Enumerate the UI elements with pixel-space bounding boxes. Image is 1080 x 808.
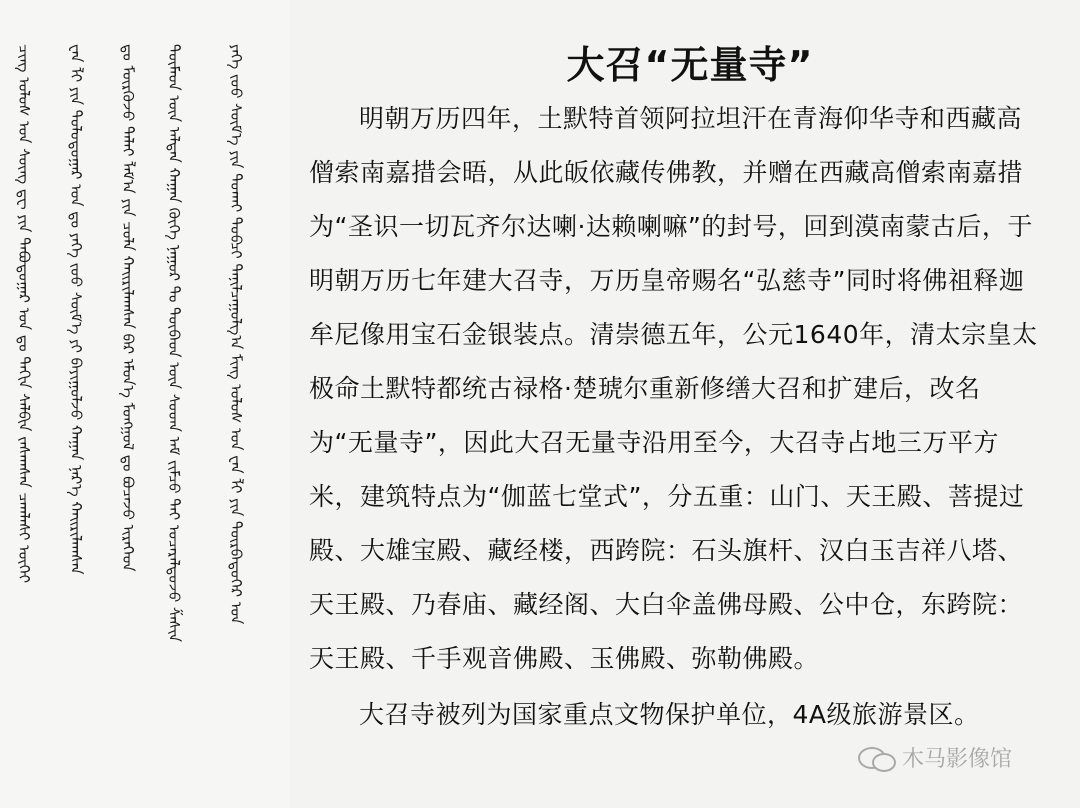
- page-title: 大召“无量寺”: [566, 43, 814, 87]
- paragraph-status: 大召寺被列为国家重点文物保护单位，4A级旅游景区。: [359, 700, 980, 729]
- article-body: [309, 92, 1044, 742]
- mongolian-column-1: ᠶᠡᠬᠡ ᠵᠤᠤ ᠰᠦᠮ᠎ᠡ ᠶᠢᠨ ᠲᠤᠬᠠᠢ ᠲᠣᠪᠴᠢ ᠲᠠᠨᠢᠯᠴᠠᠭᠤᠯᠭ᠎ᠠ ᠮᠢᠩ ᠤᠯᠤᠰ ᠤᠨ ᠸᠠᠨ ᠯᠢ ᠶᠢᠨ ᠳᠥᠷᠪᠡᠳᠦᠭᠡᠷ ᠣᠨ: [227, 44, 245, 625]
- mongolian-column-4: ᠸᠠᠨ ᠯᠢ ᠶᠢᠨ ᠳᠣᠯᠤᠳᠤᠭᠠᠷ ᠣᠨ ᠳᠤ ᠶᠡᠬᠡ ᠵᠤᠤ ᠰᠦᠮ᠎ᠡ ᠶᠢ ᠪᠠᠶᠢᠭᠤᠯᠵᠤ ᠬᠠᠭᠠᠨ ᠨᠡᠷ᠎ᠡ ᠬᠠᠢᠷᠢᠯᠠᠭᠰᠠᠨ: [67, 44, 85, 575]
- wechat-icon: [858, 745, 896, 771]
- mongolian-column-5: ᠴᠢᠩ ᠤᠯᠤᠰ ᠤᠨ ᠰᠦᠩ ᠳᠧ ᠶᠢᠨ ᠲᠠᠪᠤᠳᠤᠭᠠᠷ ᠣᠨ ᠳᠤ ᠳᠠᠬᠢᠨ ᠰᠡᠯᠪᠢᠨ ᠵᠠᠰᠠᠭᠰᠠᠨ ᠴᠠᠭᠯᠠᠰᠢ ᠦᠭᠡᠢ: [15, 44, 33, 584]
- mongolian-text-panel: [0, 0, 290, 808]
- paragraph-history: 明朝万历四年，土默特首领阿拉坦汗在青海仰华寺和西藏高僧索南嘉措会晤，从此皈依藏传佛教，并赠在西藏高僧索南嘉措为“圣识一切瓦齐尔达喇·达赖喇嘛”的封号，回到漠南蒙古后，于明朝万历七年建大召寺，万历皇帝赐名“弘慈寺”同时将佛祖释迦牟尼像用宝石金银装点。清崇德五年，公元1640年，清太宗皇太极命土默特都统古禄格·楚琥尔重新修缮大召和扩建后，改名为“无量寺”，因此大召无量寺沿用至今，大召寺占地三万平方米，建筑特点为“伽蓝七堂式”，分五重：山门、天王殿、菩提过殿、大雄宝殿、藏经楼，西跨院：石头旗杆、汉白玉吉祥八塔、天王殿、乃春庙、藏经阁、大白伞盖佛母殿、公中仓，东跨院：天王殿、千手观音佛殿、玉佛殿、弥勒佛殿。: [309, 104, 1038, 673]
- watermark-text: 木马影像馆: [902, 747, 1013, 772]
- mongolian-column-3: ᠳᠤ ᠮᠥᠷᠭᠦᠵᠦ ᠳᠠᠯᠠᠢ ᠯᠠᠮ᠎ᠠ ᠶᠢᠨ ᠴᠣᠯᠠ ᠬᠠᠢᠷᠢᠯᠠᠭᠰᠠᠨ ᠪᠡᠷ ᠡᠮᠦᠨ᠎ᠡ ᠮᠣᠩᠭᠣᠯ ᠳᠤ ᠪᠤᠴᠠᠵᠤ ᠢᠷᠡᠭᠡᠳ: [119, 44, 137, 572]
- watermark: [858, 742, 1012, 773]
- mongolian-column-2: ᠲᠦᠮᠡᠳ ᠦᠨ ᠠᠯᠲᠠᠨ ᠬᠠᠭᠠᠨ ᠬᠥᠬᠡ ᠨᠠᠭᠤᠷ ᠲᠤ ᠲᠥᠪᠡᠳ ᠦᠨ ᠰᠣᠳᠨ ᠠᠮ ᠵᠢᠮᠴᠣ ᠲᠠᠢ ᠤᠴᠠᠷᠠᠯᠳᠤᠵᠤ ᠱᠠᠰᠢᠨ: [165, 44, 183, 643]
